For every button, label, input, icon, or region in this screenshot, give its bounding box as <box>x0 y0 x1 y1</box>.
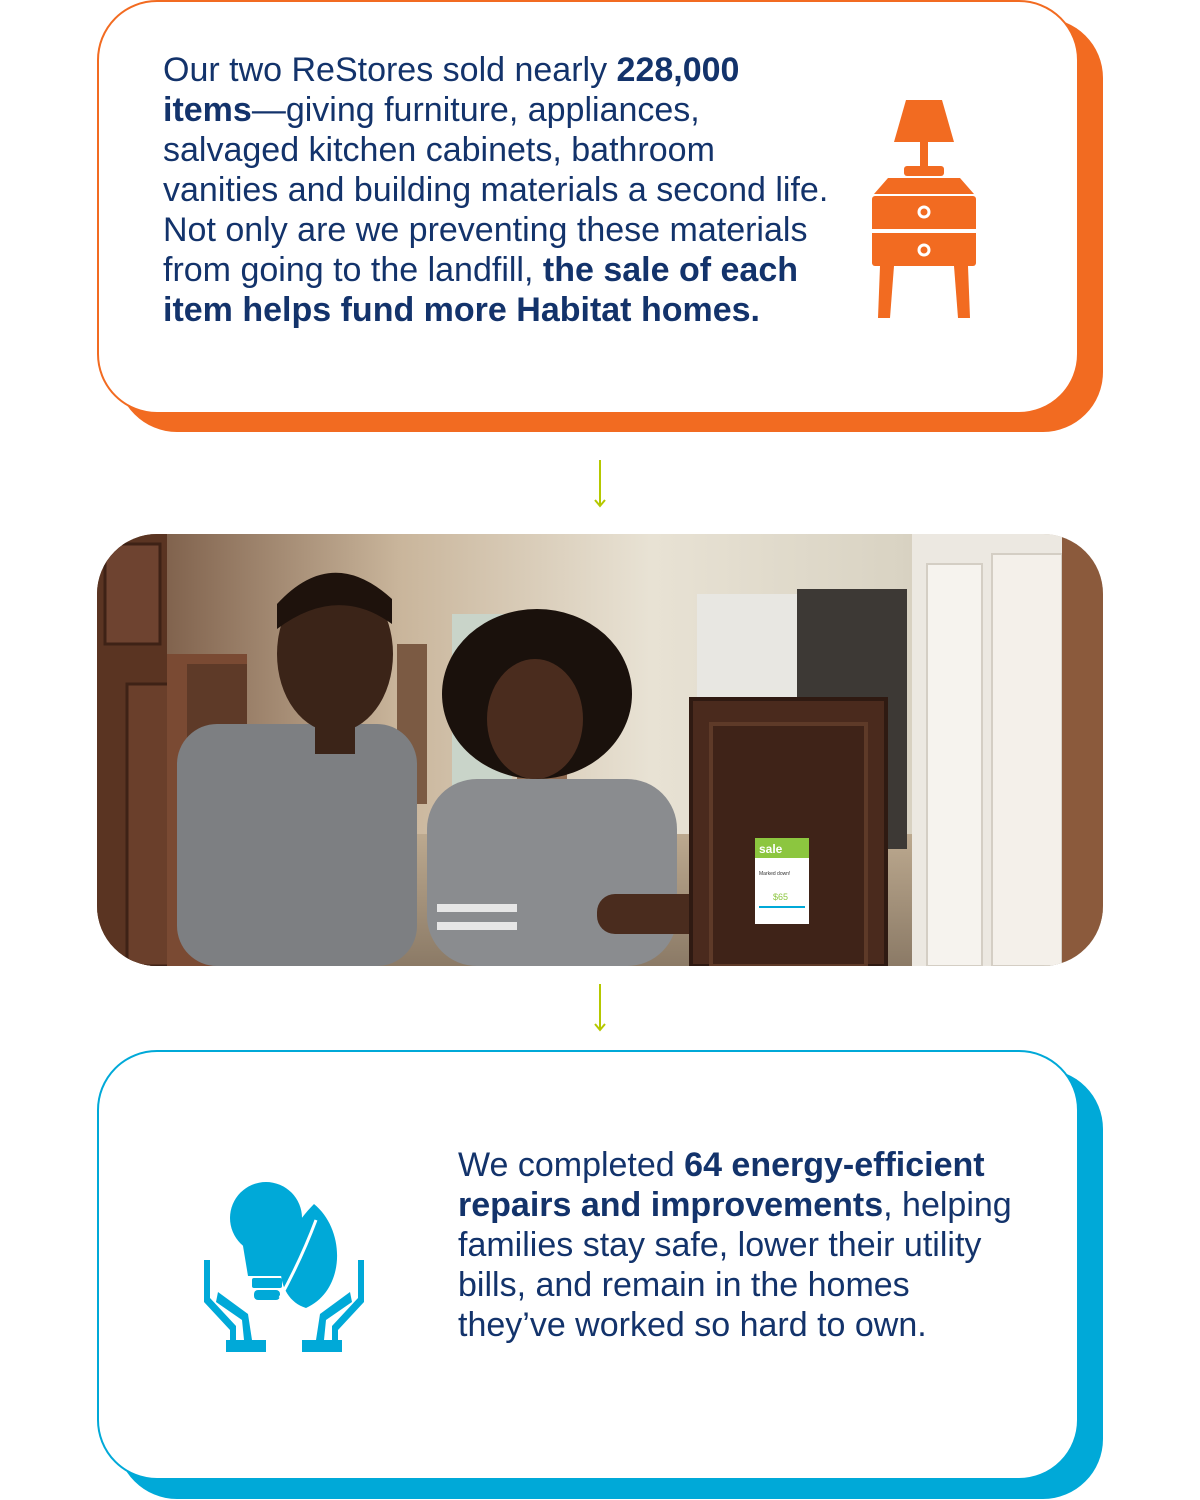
text-segment-bold: 228,000 items <box>163 51 740 129</box>
text-segment: We completed <box>458 1146 685 1184</box>
sale-tag-label: sale <box>759 842 783 856</box>
text-segment-bold: 64 energy-efficient repairs and improvements <box>458 1146 985 1224</box>
store-scene <box>97 534 1103 966</box>
sale-tag-price: $65 <box>773 892 789 902</box>
energy-card-text <box>458 1145 1018 1345</box>
restore-card-text <box>163 50 833 330</box>
down-arrow-icon <box>590 458 610 510</box>
sale-tag-subtitle: Marked down! <box>759 871 791 877</box>
down-arrow-icon <box>590 982 610 1034</box>
text-segment: —giving furniture, appliances, salvaged kitchen cabinets, bathroom vanities and building materials a second life. Not only are we preventing these materials from going to the landfill, <box>163 91 829 289</box>
lightbulb-leaf-hands-icon <box>196 1180 372 1352</box>
text-segment: Our two ReStores sold nearly <box>163 51 617 89</box>
restore-shoppers-photo <box>97 534 1103 966</box>
text-segment-bold: the sale of each item helps fund more Habitat homes. <box>163 251 798 329</box>
nightstand-lamp-icon <box>868 98 980 320</box>
text-segment: , helping families stay safe, lower their utility bills, and remain in the homes they’ve worked so hard to own. <box>458 1186 1012 1344</box>
